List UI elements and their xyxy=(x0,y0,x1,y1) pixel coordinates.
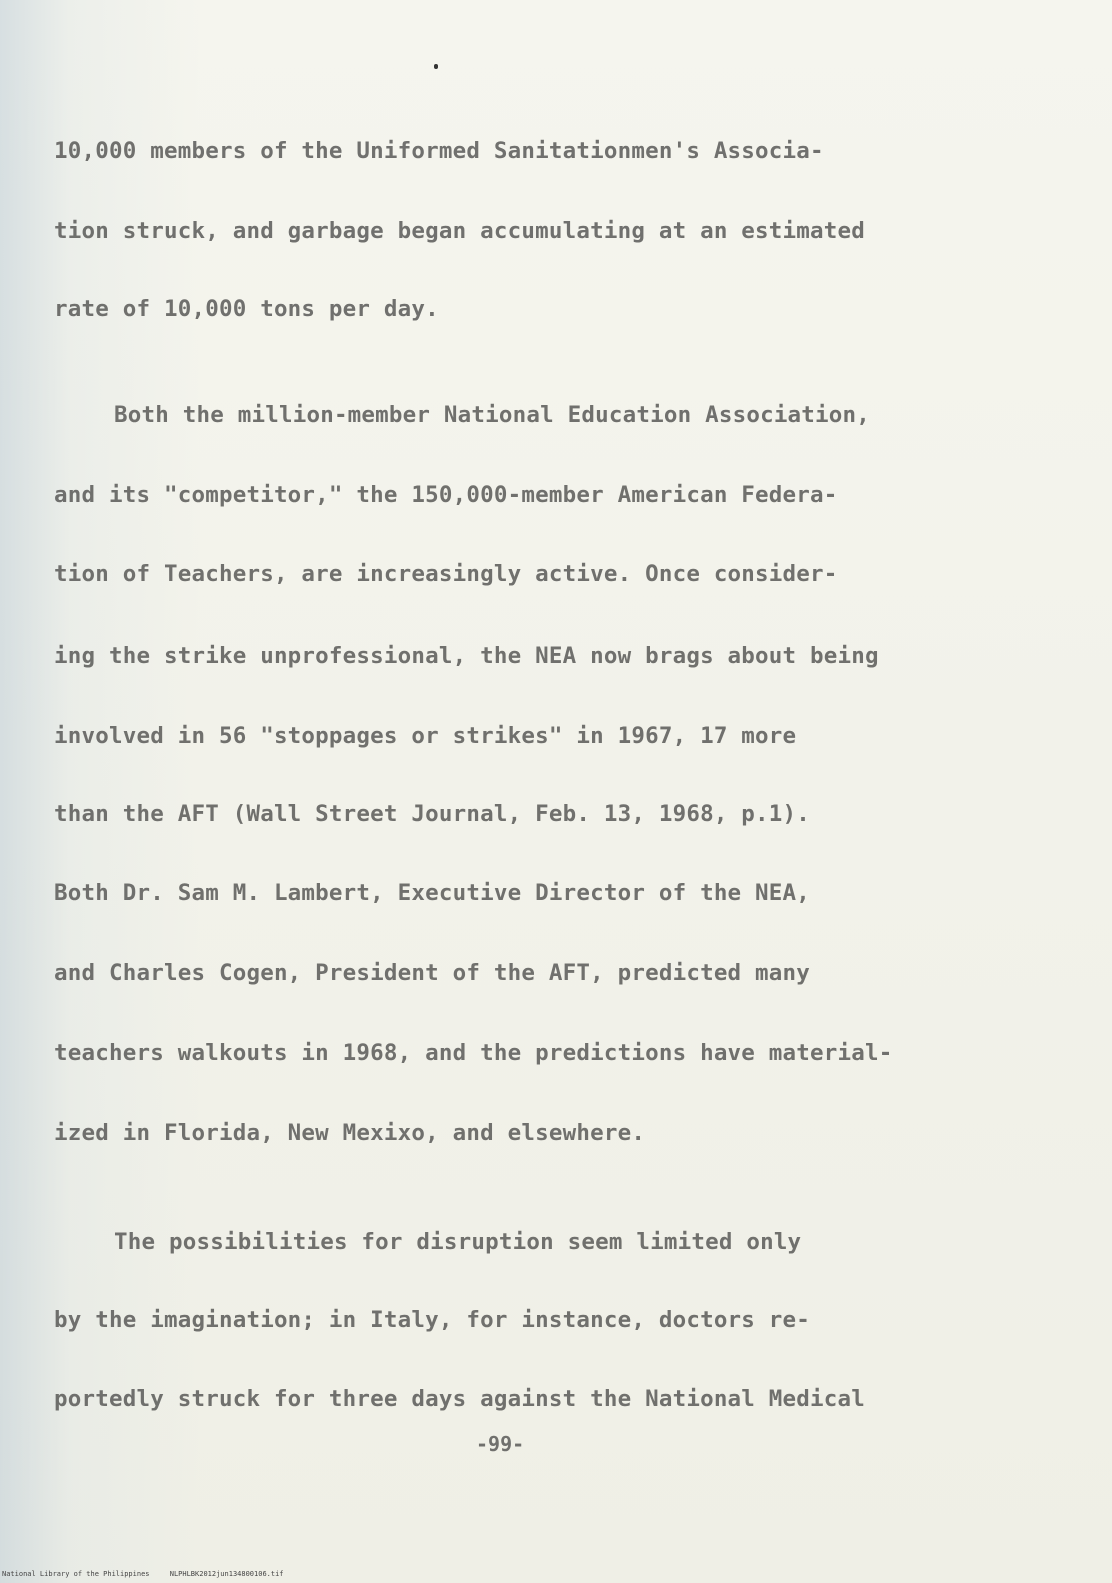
text-line: Both Dr. Sam M. Lambert, Executive Director of the NEA, xyxy=(54,880,811,906)
page-number: -99- xyxy=(476,1432,525,1456)
scan-footer xyxy=(2,1570,300,1578)
text-line: and Charles Cogen, President of the AFT, predicted many xyxy=(54,960,811,986)
text-line: portedly struck for three days against the National Medical xyxy=(54,1386,866,1412)
text-line: than the AFT (Wall Street Journal, Feb. 13, 1968, p.1). xyxy=(54,801,811,827)
library-name: National Library of the Philippines xyxy=(2,1570,150,1578)
file-id: NLPHLBK2012jun134800106.tif xyxy=(169,1570,284,1578)
text-line: 10,000 members of the Uniformed Sanitationmen's Associa- xyxy=(54,138,824,164)
text-line: The possibilities for disruption seem limited only xyxy=(114,1229,802,1255)
text-line: involved in 56 "stoppages or strikes" in 1967, 17 more xyxy=(54,723,797,749)
text-line: ized in Florida, New Mexixo, and elsewhere. xyxy=(54,1120,646,1146)
text-line: rate of 10,000 tons per day. xyxy=(54,296,439,322)
ink-speck xyxy=(434,64,438,69)
text-line: teachers walkouts in 1968, and the predictions have material- xyxy=(54,1040,893,1066)
text-line: and its "competitor," the 150,000-member American Federa- xyxy=(54,482,838,508)
text-line: by the imagination; in Italy, for instance, doctors re- xyxy=(54,1307,811,1333)
text-line: Both the million-member National Education Association, xyxy=(114,402,871,428)
text-line: tion of Teachers, are increasingly active. Once consider- xyxy=(54,561,838,587)
text-line: tion struck, and garbage began accumulating at an estimated xyxy=(54,218,866,244)
text-line: ing the strike unprofessional, the NEA now brags about being xyxy=(54,643,879,669)
